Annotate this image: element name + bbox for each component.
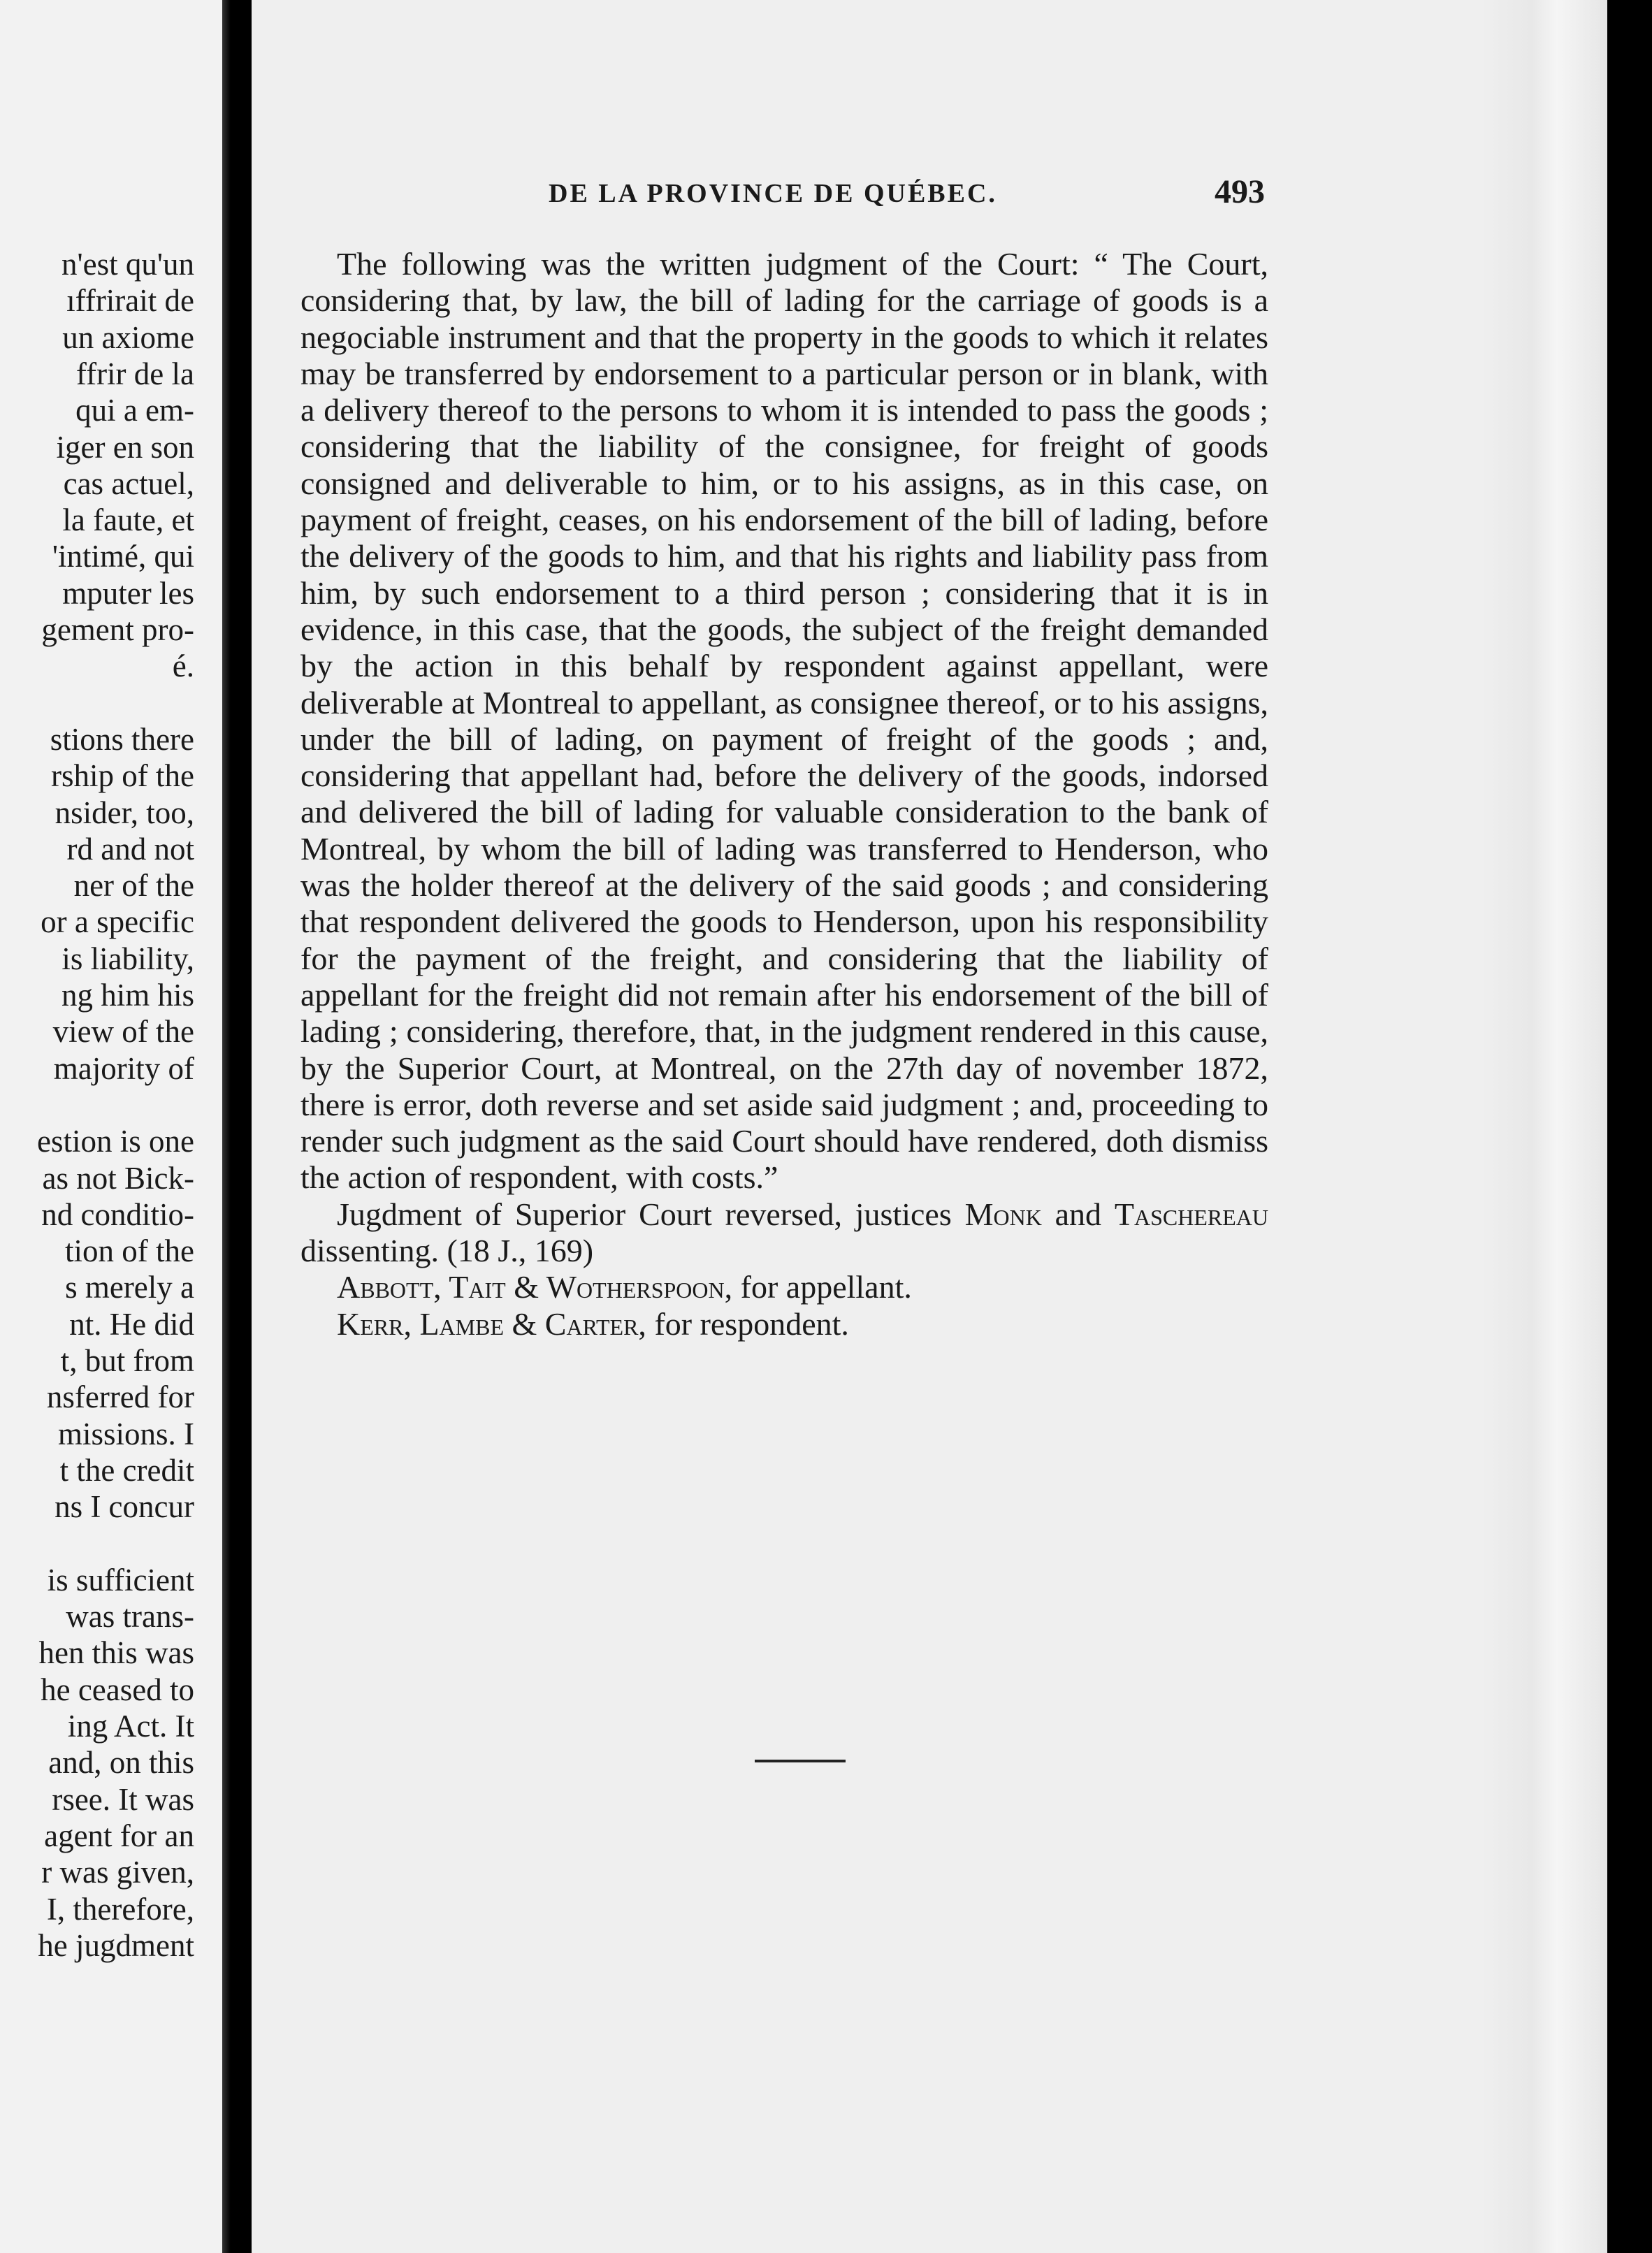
left-page-line: hen this was [38,1635,194,1671]
running-head: DE LA PROVINCE DE QUÉBEC. [549,179,997,208]
left-page-line: missions. I [57,1416,194,1451]
page-header [549,173,1265,220]
left-page-line: mputer les [62,575,194,611]
right-page-edge [1481,0,1607,2253]
verdict-citation: dissenting. (18 J., 169) [300,1233,594,1269]
left-page-line: rd and not [66,831,194,867]
left-page-line: tion of the [65,1233,194,1269]
left-page-line: as not Bick- [42,1160,194,1196]
left-page-line: ner of the [73,868,194,904]
left-page-line: I, therefore, [46,1891,194,1927]
body-text [300,246,1268,1342]
scan-border [1607,0,1652,2253]
left-page-line: was trans- [66,1599,194,1635]
left-page-line: t the credit [59,1452,194,1488]
judgment-paragraph: The following was the written judgment of the Court: “ The Court, considering that, by law, the bill of lading for the carriage of goods is a negociable instrument and that the property in the goods to which it relates may be transferred by endorsement to a particular person or in blank, with a delivery thereof to the persons to whom it is intended to pass the goods ; considering that the liability of the consignee, for freight of goods consigned and deliverable to him, or to his assigns, as in this case, on payment of freight, ceases, on his endorsement of the bill of lading, before the delivery of the goods to him, and that his rights and liability pass from him, by such endorsement to a third person ; considering that it is in evidence, in this case, that the goods, the subject of the freight demanded by the action in this behalf by respondent against appellant, were deliverable at Montreal to appellant, as consignee thereof, or to his assigns, under the bill of lading, on payment of freight of the goods ; and, considering that appellant had, before the delivery of the goods, indorsed and delivered the bill of lading for valuable consideration to the bank of Montreal, by whom the bill of lading was transferred to Henderson, who was the holder thereof at the delivery of the said goods ; and considering that respondent delivered the goods to Henderson, upon his responsibility for the payment of the freight, and considering that the liability of appellant for the freight did not remain after his endorsement of the bill of lading ; considering, therefore, that, in the judgment rendered in this cause, by the Superior Court, at Montreal, on the 27th day of november 1872, there is error, doth reverse and set aside said judgment ; and, proceeding to render such judgment as the said Court should have rendered, doth dismiss the action of respondent, with costs.” [300,246,1268,1196]
counsel-respondent [300,1306,1268,1342]
left-page-line: la faute, et [62,502,194,538]
left-page-line: majority of [53,1050,194,1086]
justice-monk: Monk [964,1196,1042,1232]
left-page-line: s merely a [65,1270,194,1305]
left-page-line: un axiome [62,319,194,355]
left-page-line: nsferred for [46,1379,194,1415]
left-page-line: stions there [50,721,194,757]
left-page-line: nsider, too, [55,795,194,830]
verdict-paragraph [300,1196,1268,1270]
left-page-line: rship of the [51,758,194,794]
left-page-line: nd conditio- [41,1196,194,1232]
left-page-line: rsee. It was [52,1781,194,1817]
page-number: 493 [1215,173,1265,210]
left-page-line: ng him his [61,978,194,1013]
justice-taschereau: Taschereau [1114,1196,1268,1232]
left-page-line: t, but from [60,1343,194,1378]
left-page-line: he ceased to [41,1672,194,1707]
left-page-line: iger en son [56,429,194,465]
respondent-counsel-names: Kerr, Lambe & Carter, [337,1305,646,1342]
appellant-role: for appellant. [732,1269,912,1305]
respondent-role: for respondent. [646,1305,849,1342]
left-page-line: ıffrirait de [66,283,194,319]
left-page-line: agent for an [44,1818,194,1853]
left-page-line: r was given, [41,1855,194,1890]
left-page-line: cas actuel, [63,465,194,501]
verdict-conjunction: and [1041,1196,1115,1232]
left-page-line: he jugdment [38,1927,194,1963]
left-page-line: ing Act. It [67,1709,194,1744]
left-page-line: gement pro- [41,612,194,647]
left-page-line: nt. He did [69,1306,194,1342]
left-page-line: 'intimé, qui [52,539,194,574]
left-page-line: ns I concur [55,1489,194,1525]
left-page-line: estion is one [37,1124,194,1159]
left-page-line: is sufficient [47,1562,194,1598]
book-gutter [231,0,252,2253]
left-page [0,0,222,2253]
left-page-line: qui a em- [75,393,194,428]
left-page-line: ffrir de la [75,356,194,391]
left-page-edge [222,0,231,2253]
left-page-line: and, on this [48,1745,194,1781]
left-page-line: is liability, [61,941,194,976]
verdict-text: Jugdment of Superior Court reversed, justices [337,1196,965,1232]
left-page-line: n'est qu'un [61,247,194,282]
left-page-line: é. [172,649,194,684]
section-separator [755,1760,846,1762]
appellant-counsel-names: Abbott, Tait & Wotherspoon, [337,1269,733,1305]
left-page-line: view of the [52,1014,194,1050]
counsel-appellant [300,1269,1268,1305]
left-page-line: or a specific [41,904,194,940]
